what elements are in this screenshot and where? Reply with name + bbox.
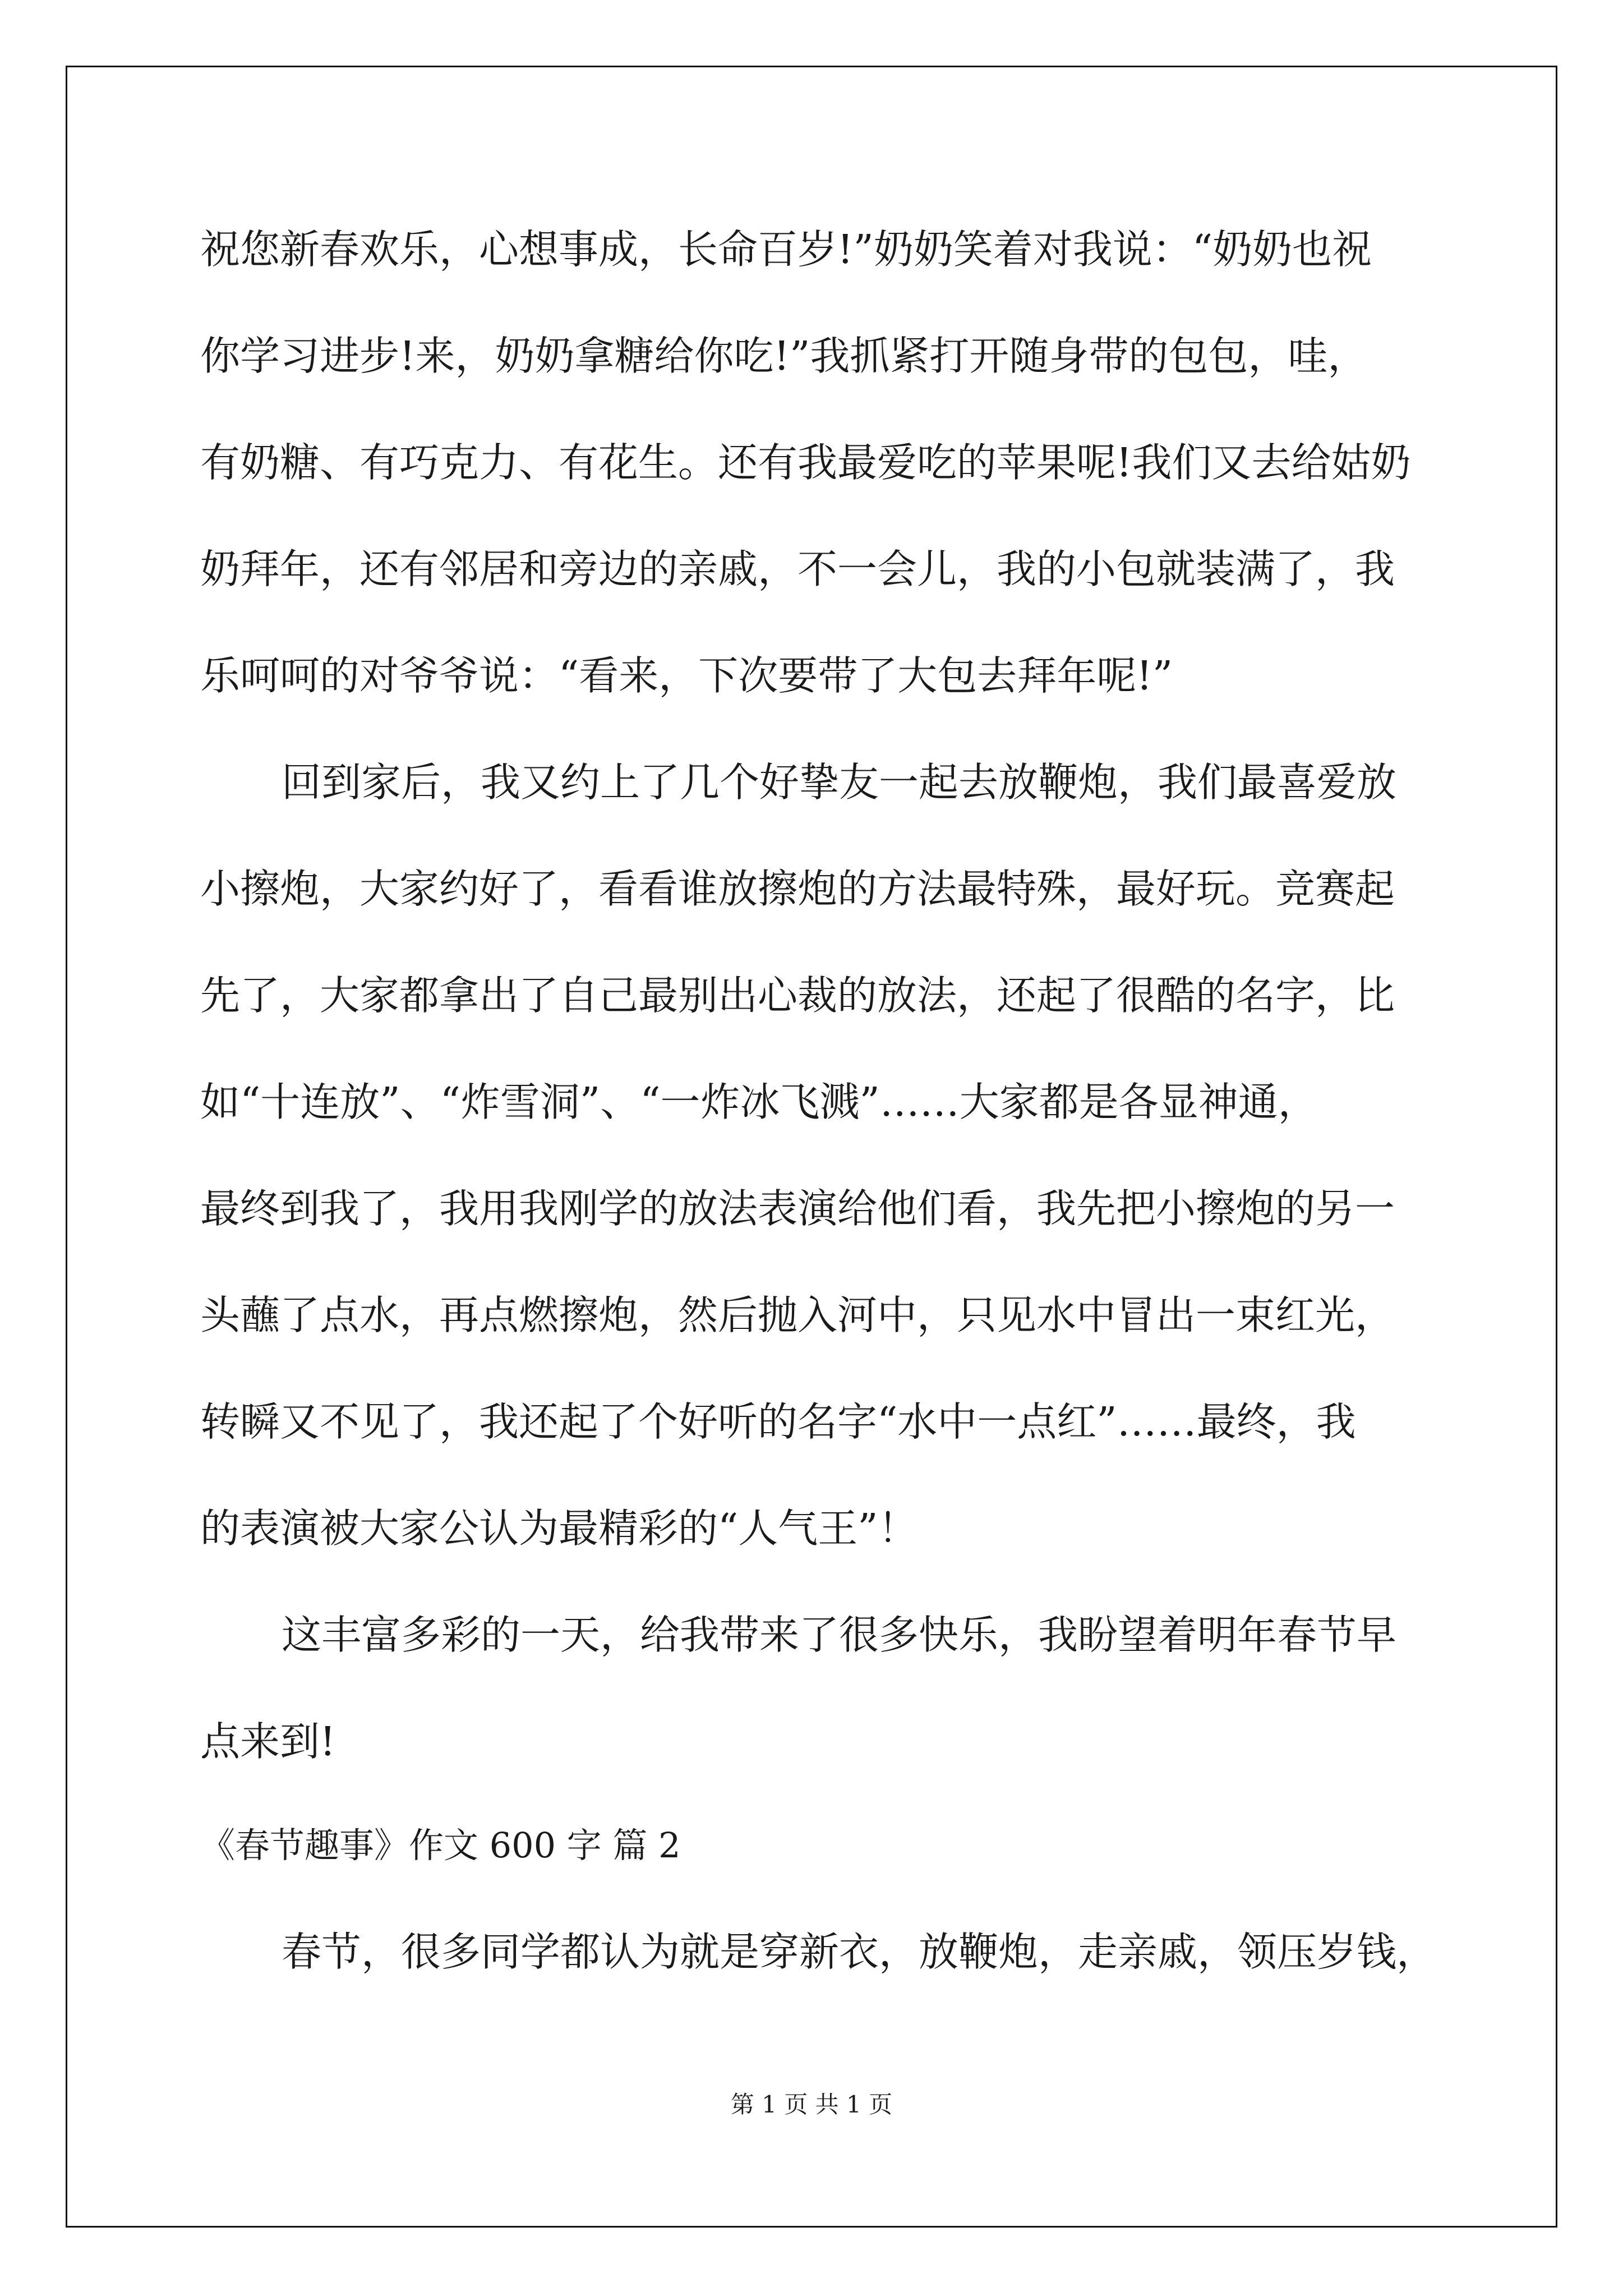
text-line: 乐呵呵的对爷爷说：“看来，下次要带了大包去拜年呢!” [200, 652, 1173, 699]
paragraph-first-line: 回到家后，我又约上了几个好挚友一起去放鞭炮，我们最喜爱放 [282, 759, 1397, 806]
paragraph-first-line: 这丰富多彩的一天，给我带来了很多快乐，我盼望着明年春节早 [282, 1612, 1397, 1658]
section-heading: 《春节趣事》作文 600 字 篇 2 [200, 1825, 681, 1866]
page-footer: 第 1 页 共 1 页 [730, 2091, 893, 2118]
text-line: 如“十连放”、“炸雪洞”、“一炸冰飞溅”……大家都是各显神通， [200, 1079, 1318, 1125]
text-line: 先了，大家都拿出了自己最别出心裁的放法，还起了很酷的名字，比 [200, 972, 1395, 1019]
page-border [66, 66, 1557, 2228]
text-line: 头蘸了点水，再点燃擦炮，然后抛入河中，只见水中冒出一束红光， [200, 1292, 1395, 1338]
text-line: 的表演被大家公认为最精彩的“人气王”！ [200, 1505, 918, 1552]
text-line: 奶拜年，还有邻居和旁边的亲戚，不一会儿，我的小包就装满了，我 [200, 546, 1395, 592]
text-line: 祝您新春欢乐，心想事成，长命百岁!”奶奶笑着对我说：“奶奶也祝 [200, 226, 1372, 273]
text-line: 最终到我了，我用我刚学的放法表演给他们看，我先把小擦炮的另一 [200, 1185, 1395, 1232]
text-line: 小擦炮，大家约好了，看看谁放擦炮的方法最特殊，最好玩。竞赛起 [200, 866, 1395, 912]
text-line: 点来到! [200, 1718, 336, 1765]
text-line: 有奶糖、有巧克力、有花生。还有我最爱吃的苹果呢!我们又去给姑奶 [200, 439, 1411, 486]
text-line: 转瞬又不见了，我还起了个好听的名字“水中一点红”……最终，我 [200, 1398, 1356, 1445]
text-line: 你学习进步!来，奶奶拿糖给你吃!”我抓紧打开随身带的包包，哇， [200, 333, 1368, 379]
paragraph-first-line: 春节，很多同学都认为就是穿新衣，放鞭炮，走亲戚，领压岁钱， [282, 1929, 1437, 1975]
